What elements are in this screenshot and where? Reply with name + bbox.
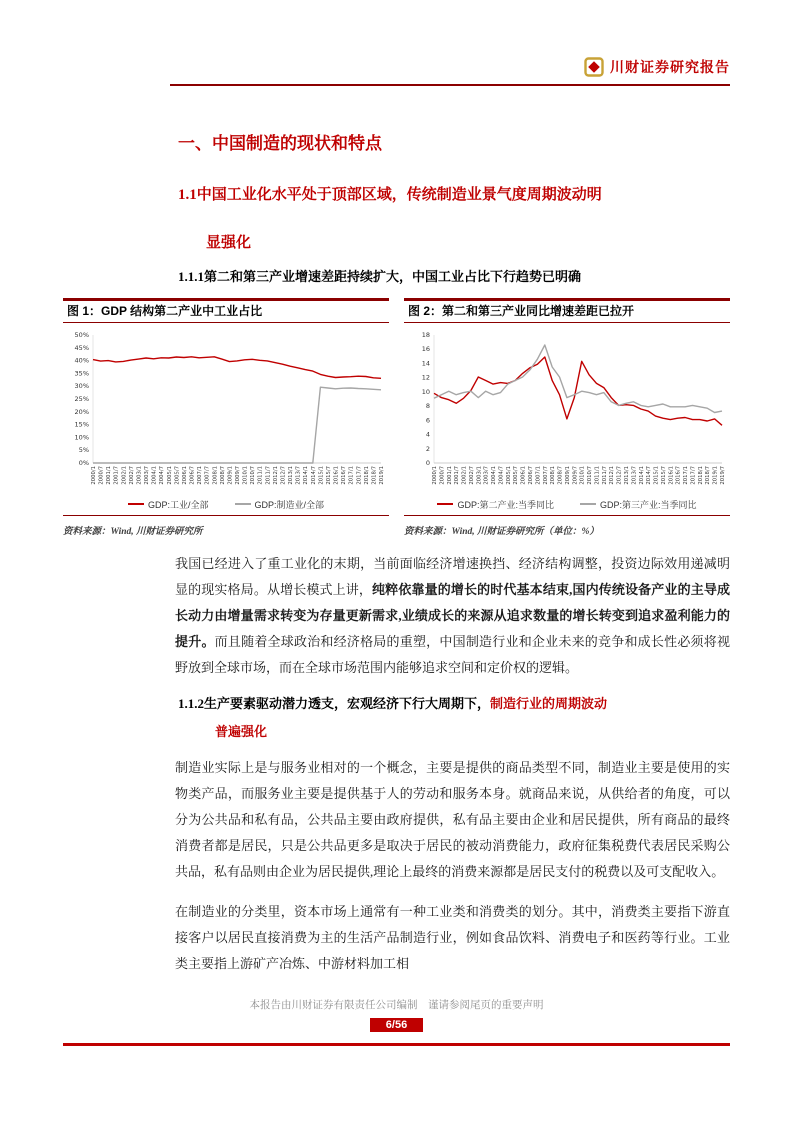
svg-text:2013/1: 2013/1 — [288, 466, 295, 485]
legend-item — [235, 498, 325, 511]
paragraph-1-text-tail: 而且随着全球政治和经济格局的重塑，中国制造行业和企业未来的竞争和成长性必须将视野放到全球市场，而在全球市场范围内能够追求空间和定价权的逻辑。 — [175, 634, 730, 675]
svg-text:6: 6 — [425, 416, 430, 425]
paragraph-3 — [175, 899, 730, 977]
svg-text:2015/7: 2015/7 — [325, 466, 332, 485]
svg-text:2003/7: 2003/7 — [483, 466, 490, 485]
legend-line-swatch — [580, 503, 596, 505]
svg-text:2001/1: 2001/1 — [446, 466, 453, 485]
chart-1-source: 资料来源：Wind, 川财证券研究所 — [63, 527, 203, 537]
report-header — [0, 55, 793, 79]
svg-text:35%: 35% — [74, 369, 89, 378]
svg-text:2016/7: 2016/7 — [675, 466, 682, 485]
svg-text:2011/1: 2011/1 — [257, 466, 264, 485]
svg-text:2011/1: 2011/1 — [594, 466, 601, 485]
header-divider — [170, 84, 730, 86]
svg-text:2004/1: 2004/1 — [491, 466, 498, 485]
chart-2-source: 资料来源：Wind, 川财证券研究所（单位：%） — [404, 527, 599, 537]
svg-text:12: 12 — [421, 373, 430, 382]
svg-text:2005/1: 2005/1 — [166, 466, 173, 485]
svg-text:16: 16 — [421, 345, 430, 354]
legend-label: GDP:第三产业:当季同比 — [600, 499, 697, 510]
chart-2-box — [404, 298, 730, 537]
svg-text:2003/1: 2003/1 — [476, 466, 483, 485]
svg-text:2018/7: 2018/7 — [371, 466, 378, 485]
svg-text:2000/1: 2000/1 — [432, 466, 438, 485]
svg-text:2019/1: 2019/1 — [379, 466, 385, 485]
svg-text:2000/7: 2000/7 — [439, 466, 446, 485]
svg-text:2016/1: 2016/1 — [668, 466, 675, 485]
svg-text:8: 8 — [425, 402, 430, 411]
svg-text:2006/7: 2006/7 — [189, 466, 196, 485]
svg-text:2001/7: 2001/7 — [113, 466, 120, 485]
svg-text:2010/1: 2010/1 — [242, 466, 249, 485]
legend-line-swatch — [128, 503, 144, 505]
legend-label: GDP:第二产业:当季同比 — [457, 499, 554, 510]
svg-text:2004/1: 2004/1 — [151, 466, 158, 485]
svg-text:2014/1: 2014/1 — [303, 466, 310, 485]
svg-text:2008/1: 2008/1 — [212, 466, 219, 485]
legend-label: GDP:工业/全部 — [147, 499, 209, 510]
svg-text:2003/1: 2003/1 — [136, 466, 143, 485]
svg-text:2006/1: 2006/1 — [520, 466, 527, 485]
chart-1-bottom-rule — [63, 515, 389, 516]
svg-text:20%: 20% — [74, 407, 89, 416]
svg-text:2004/7: 2004/7 — [159, 466, 166, 485]
svg-text:18: 18 — [421, 331, 430, 339]
company-logo-icon — [584, 57, 604, 77]
svg-text:2015/1: 2015/1 — [653, 466, 660, 485]
svg-text:2002/1: 2002/1 — [461, 466, 468, 485]
legend-line-swatch — [235, 503, 251, 505]
svg-text:2019/7: 2019/7 — [720, 466, 726, 485]
svg-text:2005/7: 2005/7 — [174, 466, 181, 485]
svg-text:2003/7: 2003/7 — [144, 466, 151, 485]
svg-text:2015/1: 2015/1 — [318, 466, 325, 485]
svg-text:15%: 15% — [74, 420, 89, 429]
svg-text:4: 4 — [425, 430, 430, 439]
svg-text:2012/7: 2012/7 — [280, 466, 287, 485]
svg-text:0: 0 — [425, 459, 430, 467]
svg-text:2002/7: 2002/7 — [468, 466, 475, 485]
svg-text:2018/1: 2018/1 — [697, 466, 704, 485]
svg-text:2018/1: 2018/1 — [363, 466, 370, 485]
report-body — [0, 132, 793, 977]
svg-text:2007/7: 2007/7 — [204, 466, 211, 485]
svg-text:2007/7: 2007/7 — [542, 466, 549, 485]
svg-text:2012/1: 2012/1 — [272, 466, 279, 485]
svg-text:2012/1: 2012/1 — [609, 466, 616, 485]
legend-item — [128, 498, 209, 511]
legend-item — [580, 498, 697, 511]
chart-1-title: 图 1：GDP 结构第二产业中工业占比 — [63, 298, 389, 323]
svg-text:2: 2 — [425, 444, 430, 453]
svg-text:2016/7: 2016/7 — [341, 466, 348, 485]
svg-text:2006/1: 2006/1 — [181, 466, 188, 485]
chart-2-legend — [404, 497, 730, 511]
brand-title: 川财证券研究报告 — [610, 61, 730, 76]
svg-text:2019/1: 2019/1 — [712, 466, 719, 485]
svg-text:5%: 5% — [78, 446, 89, 455]
svg-text:2017/1: 2017/1 — [683, 466, 690, 485]
svg-text:2008/1: 2008/1 — [550, 466, 557, 485]
paragraph-3-text: 在制造业的分类里，资本市场上通常有一种工业类和消费类的划分。其中，消费类主要指下游直接客户以居民直接消费为主的生活产品制造行业，例如食品饮料、消费电子和医药等行业。工业类主要指上游矿产冶炼、中游材料加工相 — [175, 904, 730, 971]
charts-row — [63, 298, 730, 537]
svg-text:2007/1: 2007/1 — [197, 466, 204, 485]
svg-text:2018/7: 2018/7 — [705, 466, 712, 485]
svg-text:10%: 10% — [74, 433, 89, 442]
heading-1-1-2-red-tail: 普遍强化 — [215, 724, 268, 739]
svg-text:40%: 40% — [74, 356, 89, 365]
svg-text:2011/7: 2011/7 — [265, 466, 272, 485]
svg-text:2001/1: 2001/1 — [106, 466, 113, 485]
svg-text:2009/7: 2009/7 — [572, 466, 579, 485]
section-heading-1-1-line2: 显强化 — [206, 235, 252, 251]
svg-text:2014/1: 2014/1 — [638, 466, 645, 485]
svg-text:2009/1: 2009/1 — [227, 466, 234, 485]
heading-1-1-2-black-part: 1.1.2生产要素驱动潜力透支，宏观经济下行大周期下， — [178, 696, 491, 711]
chart-2-plot — [404, 325, 730, 497]
svg-text:50%: 50% — [74, 331, 89, 339]
chart-1-box — [63, 298, 389, 537]
chart-1-plot — [63, 325, 389, 497]
svg-text:2008/7: 2008/7 — [557, 466, 564, 485]
svg-text:2013/7: 2013/7 — [295, 466, 302, 485]
svg-text:45%: 45% — [74, 343, 89, 352]
svg-text:2000/1: 2000/1 — [91, 466, 97, 485]
chart-2-title: 图 2：第二和第三产业同比增速差距已拉开 — [404, 298, 730, 323]
heading-1-1-2-red-part: 制造行业的周期波动 — [490, 696, 608, 711]
svg-text:2009/7: 2009/7 — [235, 466, 241, 485]
svg-text:2008/7: 2008/7 — [219, 466, 226, 485]
section-heading-1-1-2-line2 — [178, 723, 730, 741]
svg-text:2010/1: 2010/1 — [579, 466, 586, 485]
svg-text:2013/7: 2013/7 — [631, 466, 638, 485]
svg-text:2017/7: 2017/7 — [690, 466, 697, 485]
svg-text:30%: 30% — [74, 382, 89, 391]
legend-item — [437, 498, 554, 511]
svg-text:2014/7: 2014/7 — [646, 466, 653, 485]
paragraph-1-text: 我国已经进入了重工业化的末期，当前面临经济增速换挡、经济结构调整，投资边际效用递减明显的现实格局。从增长模式上讲， — [175, 556, 730, 597]
section-heading-1-1-2-line1 — [178, 695, 730, 713]
footer-divider — [63, 1043, 730, 1046]
chart-1-legend — [63, 497, 389, 511]
svg-text:2014/7: 2014/7 — [310, 466, 317, 485]
section-heading-1-1-1: 1.1.1第二和第三产业增速差距持续扩大，中国工业占比下行趋势已明确 — [178, 269, 582, 284]
paragraph-1 — [175, 551, 730, 681]
report-footer — [0, 997, 793, 1046]
svg-text:25%: 25% — [74, 395, 89, 403]
svg-text:2005/7: 2005/7 — [513, 466, 520, 485]
section-heading-1: 一、中国制造的现状和特点 — [178, 134, 382, 153]
svg-text:2010/7: 2010/7 — [587, 466, 594, 485]
paragraph-2-text: 制造业实际上是与服务业相对的一个概念，主要是提供的商品类型不同，制造业主要是使用的实物类产品，而服务业主要是提供基于人的劳动和服务本身。就商品来说，从供给者的角度，可以分为公共品和私有品，公共品主要由政府提供，私有品主要由企业和居民提供，所有商品的最终消费者都是居民，只是公共品更多是取决于居民的被动消费能力，政府征集税费代表居民采购公共品，私有品则由企业为居民提供,理论上最终的消费来源都是居民支付的税费以及可支配收入。 — [175, 760, 730, 879]
svg-text:2004/7: 2004/7 — [498, 466, 505, 485]
legend-label: GDP:制造业/全部 — [254, 499, 325, 510]
svg-text:2007/1: 2007/1 — [535, 466, 542, 485]
svg-text:2016/1: 2016/1 — [333, 466, 340, 485]
paragraph-1-bold-text: 纯粹依靠量的增长的时代基本结束,国内传统设备产业的主导成长动力由增量需求转变为存量更新需求,业绩成长的来源从追求数量的增长转变到追求盈利能力的提升。 — [175, 582, 730, 649]
svg-text:2002/1: 2002/1 — [121, 466, 128, 485]
page-number-badge: 6/56 — [370, 1018, 423, 1032]
svg-text:0%: 0% — [78, 459, 89, 467]
footer-disclaimer: 本报告由川财证券有限责任公司编制 谨请参阅尾页的重要声明 — [249, 1000, 544, 1011]
svg-text:2000/7: 2000/7 — [98, 466, 105, 485]
svg-text:2006/7: 2006/7 — [528, 466, 534, 485]
legend-line-swatch — [437, 503, 453, 505]
section-heading-1-1-line1: 1.1中国工业化水平处于顶部区域，传统制造业景气度周期波动明 — [178, 187, 602, 203]
svg-text:2015/7: 2015/7 — [660, 466, 667, 485]
svg-text:2012/7: 2012/7 — [616, 466, 623, 485]
svg-text:14: 14 — [421, 359, 430, 368]
chart-2-bottom-rule — [404, 515, 730, 516]
svg-text:2009/1: 2009/1 — [564, 466, 571, 485]
svg-text:2017/1: 2017/1 — [348, 466, 355, 485]
svg-text:2017/7: 2017/7 — [356, 466, 363, 485]
svg-text:2005/1: 2005/1 — [505, 466, 512, 485]
svg-text:2001/7: 2001/7 — [454, 466, 461, 485]
paragraph-2 — [175, 755, 730, 885]
svg-text:10: 10 — [421, 387, 430, 396]
svg-text:2002/7: 2002/7 — [128, 466, 135, 485]
svg-text:2013/1: 2013/1 — [624, 466, 630, 485]
svg-text:2010/7: 2010/7 — [250, 466, 257, 485]
svg-text:2011/7: 2011/7 — [601, 466, 608, 485]
